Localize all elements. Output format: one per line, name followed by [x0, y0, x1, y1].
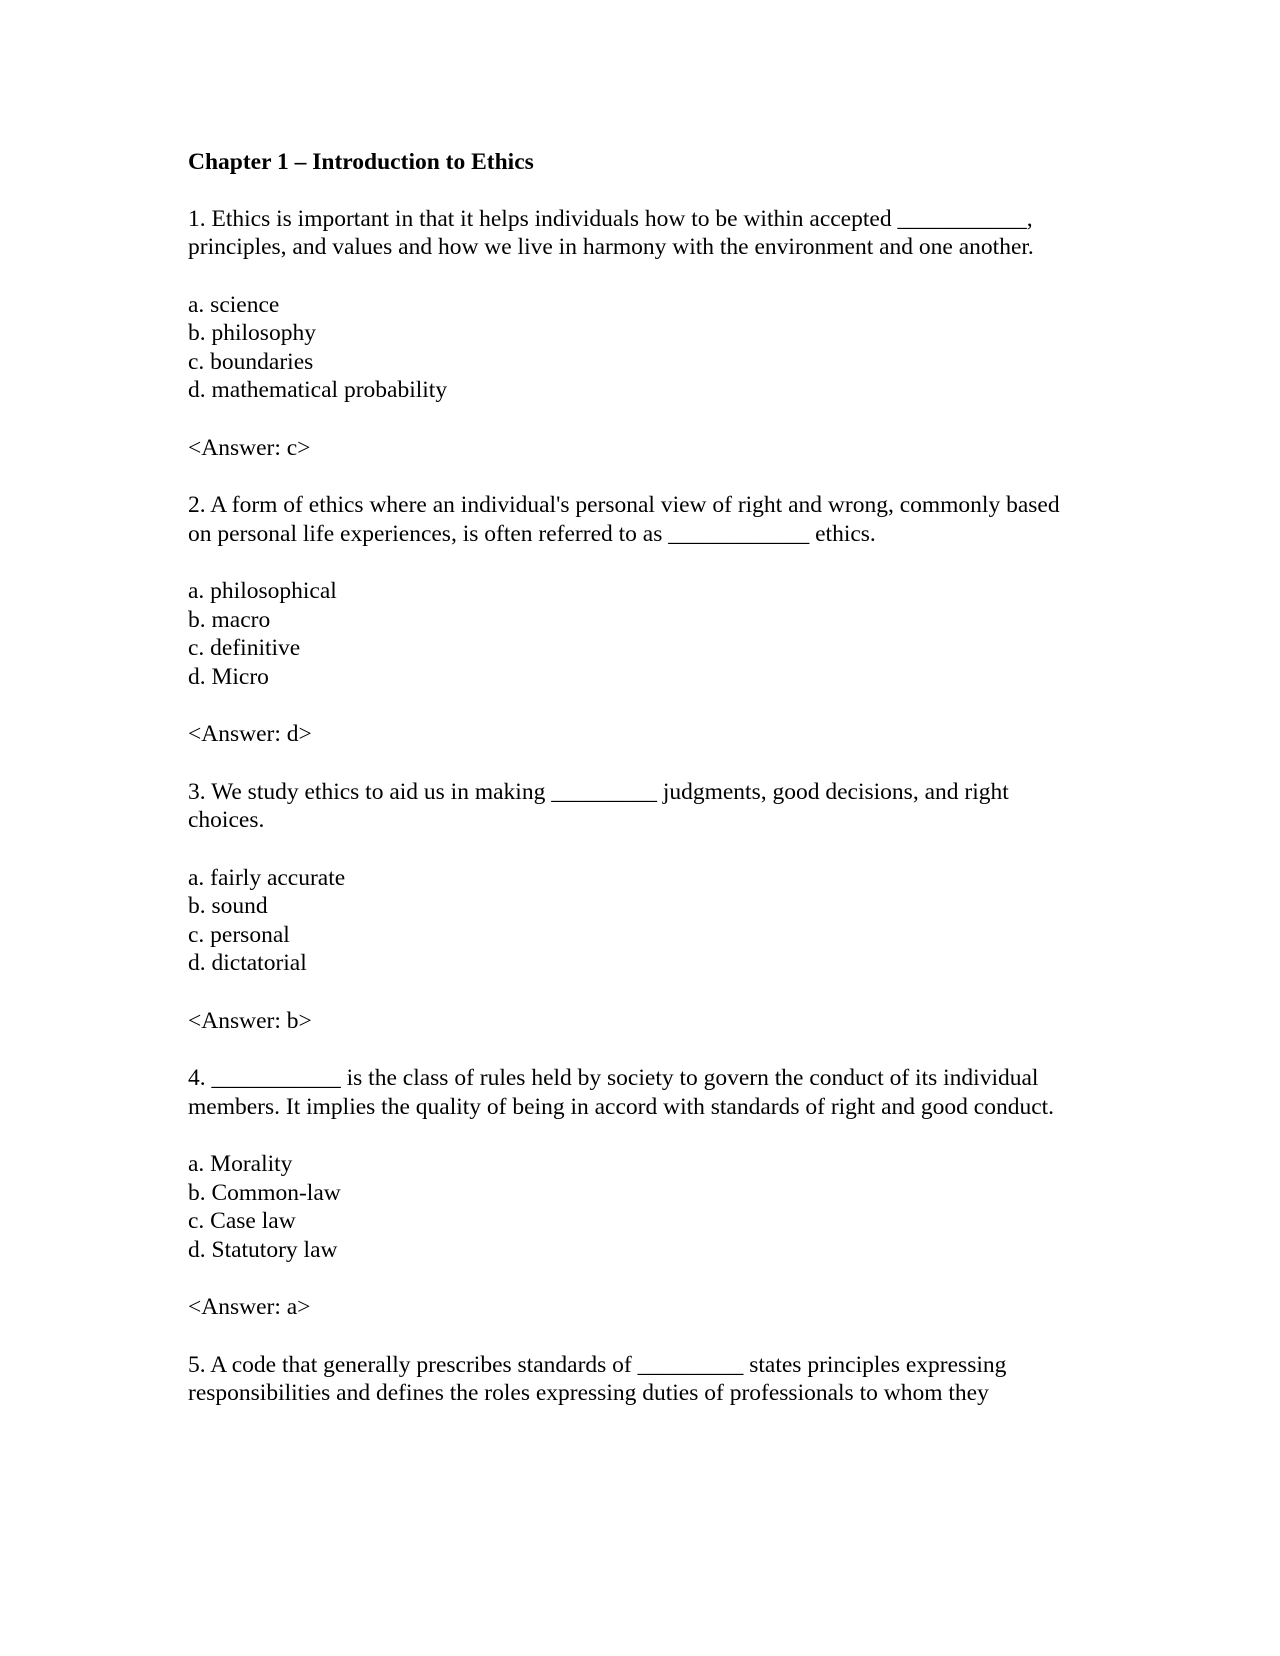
option-b: b. sound: [188, 893, 268, 919]
option-a: a. philosophical: [188, 578, 337, 604]
option-c: c. personal: [188, 921, 290, 948]
question-stem: 5. A code that generally prescribes standards of _________ states principles expressing responsibilities and defines the roles expressing duties of professionals to whom they: [188, 1351, 1007, 1406]
option-c: c. definitive: [188, 635, 301, 661]
option-d: d. mathematical probability: [188, 377, 448, 403]
question-stem: 3. We study ethics to aid us in making _________ judgments, good decisions, and right choices.: [188, 778, 1009, 833]
option-list: [188, 577, 1088, 691]
option-b: b. philosophy: [188, 320, 316, 346]
option-d: d. Statutory law: [188, 1236, 338, 1263]
question-3: [188, 778, 1088, 1036]
option-a: a. Morality: [188, 1151, 293, 1177]
option-list: [188, 1150, 1088, 1264]
option-c: c. boundaries: [188, 348, 314, 375]
question-5: [188, 1351, 1088, 1408]
question-stem: 2. A form of ethics where an individual's personal view of right and wrong, commonly based on personal life experiences, is often referred to as ____________ ethics.: [188, 492, 1060, 547]
question-stem: 4. ___________ is the class of rules held by society to govern the conduct of its individual members. It implies the quality of being in accord with standards of right and good conduct.: [188, 1065, 1055, 1120]
chapter-title: Chapter 1 – Introduction to Ethics: [188, 149, 534, 175]
document-page: [188, 148, 1088, 1437]
option-d: d. dictatorial: [188, 950, 307, 976]
option-a: a. fairly accurate: [188, 864, 346, 891]
question-stem: 1. Ethics is important in that it helps individuals how to be within accepted ___________, principles, and values and how we live in harmony with the environment and one another.: [188, 205, 1034, 260]
answer-key: <Answer: c>: [188, 434, 311, 461]
question-1: [188, 205, 1088, 463]
option-d: d. Micro: [188, 663, 269, 690]
answer-key: <Answer: b>: [188, 1007, 312, 1034]
question-4: [188, 1064, 1088, 1322]
answer-key: <Answer: d>: [188, 721, 312, 747]
option-list: [188, 291, 1088, 405]
option-b: b. macro: [188, 606, 271, 633]
answer-key: <Answer: a>: [188, 1294, 311, 1320]
option-a: a. science: [188, 291, 280, 318]
option-b: b. Common-law: [188, 1179, 341, 1206]
option-c: c. Case law: [188, 1208, 296, 1234]
question-2: [188, 491, 1088, 749]
option-list: [188, 864, 1088, 978]
